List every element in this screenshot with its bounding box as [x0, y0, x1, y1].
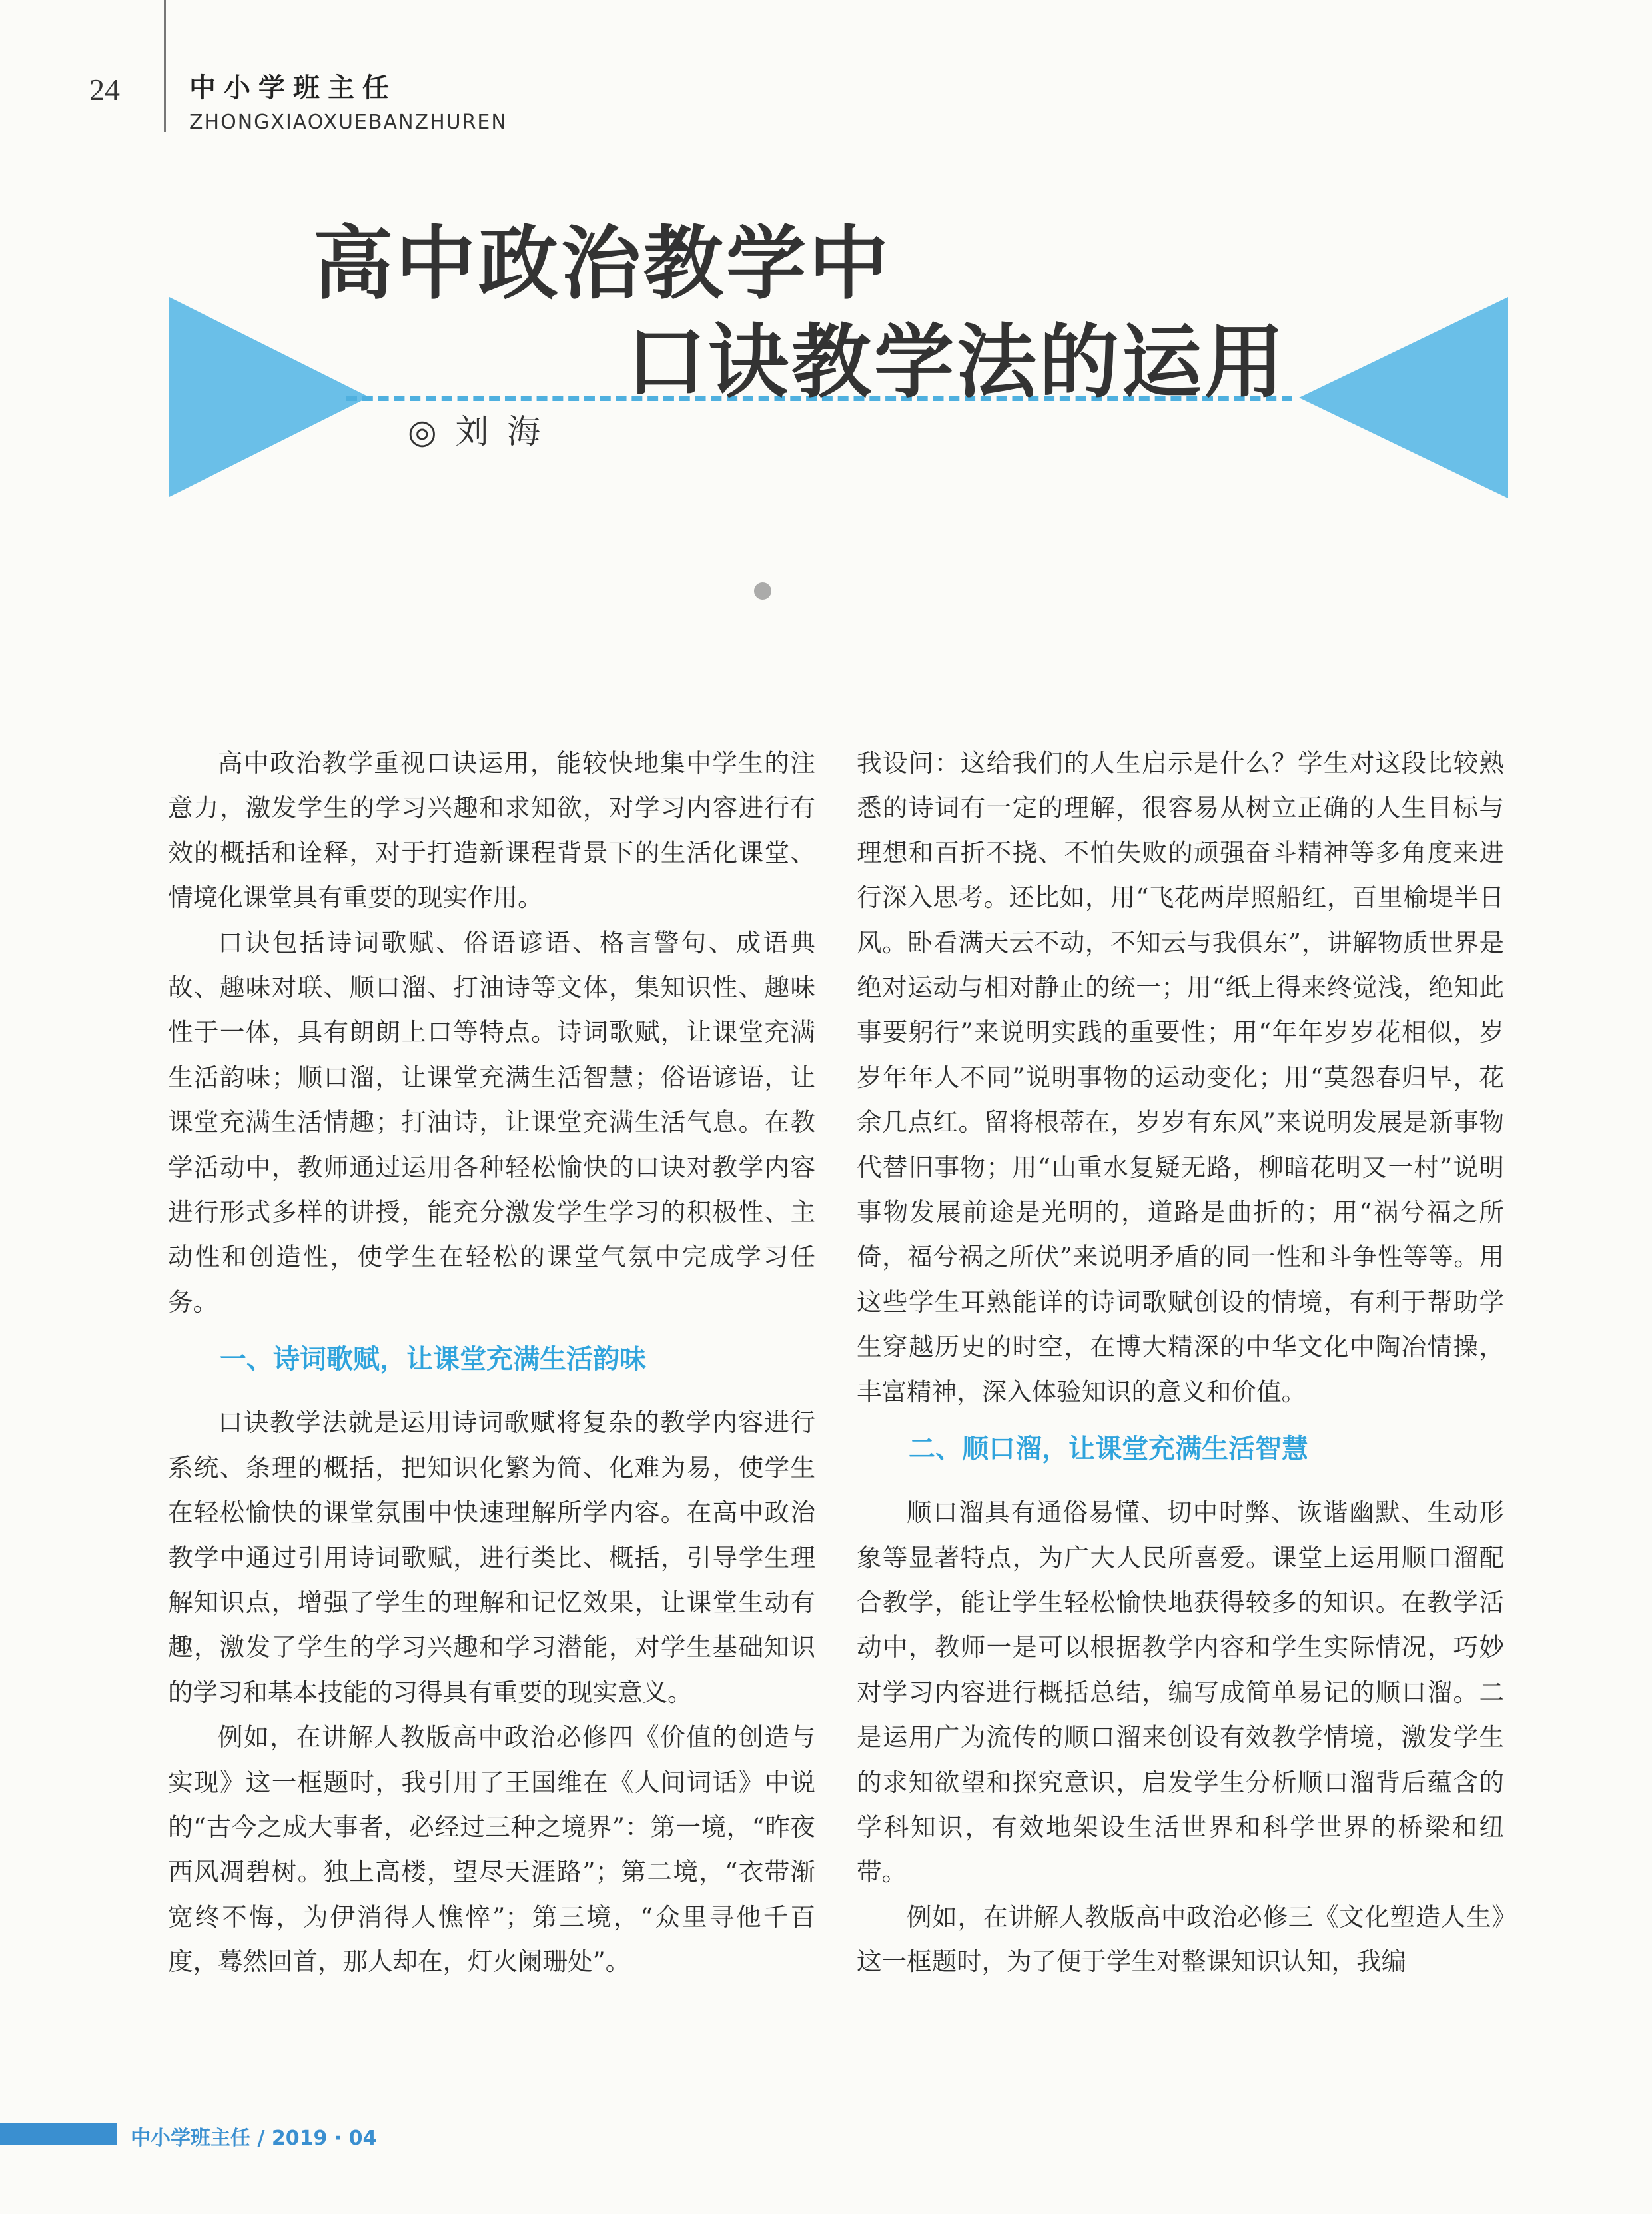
- right-triangle-decoration: [1299, 297, 1508, 498]
- ink-dot: [754, 582, 771, 600]
- footer-bar: [0, 2123, 117, 2145]
- section-heading-1: 一、诗词歌赋，让课堂充满生活韵味: [220, 1344, 646, 1375]
- right-column: [857, 741, 1504, 1985]
- paragraph-section2: 顺口溜具有通俗易懂、切中时弊、诙谐幽默、生动形象等显著特点，为广大人民所喜爱。课堂上运用顺口溜配合教学，能让学生轻松愉快地获得较多的知识。在教学活动中，教师一是可以根据教学内容和学生实际情况，巧妙对学习内容进行概括总结，编写成简单易记的顺口溜。二是运用广为流传的顺口溜来创设有效教学情境，激发学生的求知欲望和探究意识，启发学生分析顺口溜背后蕴含的学科知识，有效地架设生活世界和科学世界的桥梁和纽带。: [857, 1498, 1504, 1887]
- paragraph-example2: 例如，在讲解人教版高中政治必修三《文化塑造人生》这一框题时，为了便于学生对整课知识认知，我编: [857, 1902, 1504, 1977]
- journal-pinyin: ZHONGXIAOXUEBANZHUREN: [189, 111, 508, 134]
- paragraph-continued: 我设问：这给我们的人生启示是什么？学生对这段比较熟悉的诗词有一定的理解，很容易从树立正确的人生目标与理想和百折不挠、不怕失败的顽强奋斗精神等多角度来进行深入思考。还比如，用“飞花两岸照船红，百里榆堤半日风。卧看满天云不动，不知云与我俱东”，讲解物质世界是绝对运动与相对静止的统一；用“纸上得来终觉浅，绝知此事要躬行”来说明实践的重要性；用“年年岁岁花相似，岁岁年年人不同”说明事物的运动变化；用“莫怨春归早，花余几点红。留将根蒂在，岁岁有东风”来说明发展是新事物代替旧事物；用“山重水复疑无路，柳暗花明又一村”说明事物发展前途是光明的，道路是曲折的；用“祸兮福之所倚，福兮祸之所伏”来说明矛盾的同一性和斗争性等等。用这些学生耳熟能详的诗词歌赋创设的情境，有利于帮助学生穿越历史的时空，在博大精深的中华文化中陶冶情操，丰富精神，深入体验知识的意义和价值。: [857, 748, 1504, 1406]
- left-triangle-decoration: [169, 297, 369, 497]
- paragraph-section1: 口诀教学法就是运用诗词歌赋将复杂的教学内容进行系统、条理的概括，把知识化繁为简、化难为易，使学生在轻松愉快的课堂氛围中快速理解所学内容。在高中政治教学中通过引用诗词歌赋，进行类比、概括，引导学生理解知识点，增强了学生的理解和记忆效果，让课堂生动有趣，激发了学生的学习兴趣和学习潜能，对学生基础知识的学习和基本技能的习得具有重要的现实意义。: [168, 1408, 815, 1707]
- left-column: [168, 741, 815, 1985]
- article-title-line2: 口诀教学法的运用: [626, 316, 1287, 409]
- page-number: 24: [89, 73, 120, 107]
- section-heading-2: 二、顺口溜，让课堂充满生活智慧: [909, 1434, 1308, 1465]
- header-divider: [164, 0, 166, 132]
- footer-text: 中小学班主任 / 2019 · 04: [131, 2127, 377, 2150]
- article-author: ◎ 刘 海: [408, 412, 545, 451]
- paragraph-definition: 口诀包括诗词歌赋、俗语谚语、格言警句、成语典故、趣味对联、顺口溜、打油诗等文体，集知识性、趣味性于一体，具有朗朗上口等特点。诗词歌赋，让课堂充满生活韵味；顺口溜，让课堂充满生活智慧；俗语谚语，让课堂充满生活情趣；打油诗，让课堂充满生活气息。在教学活动中，教师通过运用各种轻松愉快的口诀对教学内容进行形式多样的讲授，能充分激发学生学习的积极性、主动性和创造性，使学生在轻松的课堂气氛中完成学习任务。: [168, 927, 815, 1317]
- journal-title: 中小学班主任: [189, 73, 397, 103]
- paragraph-intro: 高中政治教学重视口诀运用，能较快地集中学生的注意力，激发学生的学习兴趣和求知欲，对学习内容进行有效的概括和诠释，对于打造新课程背景下的生活化课堂、情境化课堂具有重要的现实作用。: [168, 748, 815, 913]
- article-title-line1: 高中政治教学中: [313, 218, 891, 310]
- paragraph-example1: 例如，在讲解人教版高中政治必修四《价值的创造与实现》这一框题时，我引用了王国维在《人间词话》中说的“古今之成大事者，必经过三种之境界”：第一境，“昨夜西风凋碧树。独上高楼，望尽天涯路”；第二境，“衣带渐宽终不悔，为伊消得人憔悴”；第三境，“众里寻他千百度，蓦然回首，那人却在，灯火阑珊处”。: [168, 1722, 815, 1977]
